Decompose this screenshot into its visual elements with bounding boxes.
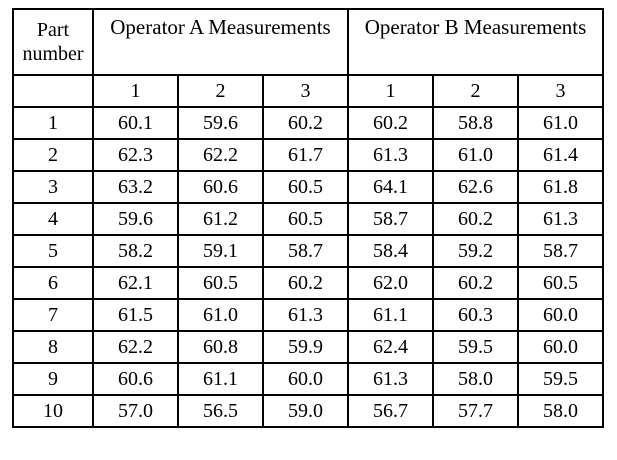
trial-header: 3 (263, 75, 348, 107)
measurement-cell: 60.0 (518, 299, 603, 331)
measurement-cell: 59.2 (433, 235, 518, 267)
measurement-cell: 62.4 (348, 331, 433, 363)
table-row (13, 171, 603, 203)
measurement-cell: 61.1 (348, 299, 433, 331)
measurement-cell: 58.0 (518, 395, 603, 427)
header-row (13, 9, 603, 75)
trial-header-row (13, 75, 603, 107)
measurement-cell: 62.1 (93, 267, 178, 299)
part-header-line2: number (22, 43, 84, 65)
measurement-cell: 61.0 (433, 139, 518, 171)
measurement-cell: 56.7 (348, 395, 433, 427)
measurement-cell: 60.5 (263, 171, 348, 203)
measurement-cell: 60.2 (433, 203, 518, 235)
measurement-cell: 62.0 (348, 267, 433, 299)
measurement-cell: 61.8 (518, 171, 603, 203)
measurement-cell: 58.8 (433, 107, 518, 139)
trial-header: 1 (93, 75, 178, 107)
measurement-cell: 63.2 (93, 171, 178, 203)
table-row (13, 395, 603, 427)
measurement-cell: 58.4 (348, 235, 433, 267)
measurement-cell: 59.0 (263, 395, 348, 427)
measurement-cell: 61.7 (263, 139, 348, 171)
measurement-cell: 61.4 (518, 139, 603, 171)
measurement-cell: 58.7 (348, 203, 433, 235)
measurement-cell: 60.2 (348, 107, 433, 139)
measurement-cell: 60.6 (178, 171, 263, 203)
measurement-cell: 60.0 (518, 331, 603, 363)
part-number-cell: 5 (13, 235, 93, 267)
part-number-cell: 8 (13, 331, 93, 363)
measurement-cell: 60.1 (93, 107, 178, 139)
measurement-cell: 62.6 (433, 171, 518, 203)
measurement-cell: 61.3 (348, 363, 433, 395)
measurement-cell: 61.1 (178, 363, 263, 395)
measurement-table (12, 8, 604, 428)
part-number-cell: 3 (13, 171, 93, 203)
table-row (13, 267, 603, 299)
measurement-cell: 61.5 (93, 299, 178, 331)
table-row (13, 331, 603, 363)
part-number-header (13, 9, 93, 75)
measurement-cell: 61.3 (348, 139, 433, 171)
measurement-cell: 57.0 (93, 395, 178, 427)
measurement-cell: 60.6 (93, 363, 178, 395)
table-row (13, 107, 603, 139)
table-row (13, 299, 603, 331)
measurement-cell: 61.3 (263, 299, 348, 331)
measurement-cell: 62.3 (93, 139, 178, 171)
measurement-cell: 56.5 (178, 395, 263, 427)
operator-b-header: Operator B Measurements (348, 9, 603, 75)
measurement-cell: 59.1 (178, 235, 263, 267)
measurement-cell: 61.0 (518, 107, 603, 139)
table-row (13, 203, 603, 235)
measurement-cell: 58.2 (93, 235, 178, 267)
measurement-cell: 59.9 (263, 331, 348, 363)
table-row (13, 139, 603, 171)
part-number-cell: 10 (13, 395, 93, 427)
measurement-cell: 60.8 (178, 331, 263, 363)
measurement-cell: 58.7 (263, 235, 348, 267)
part-header-line1: Part (36, 19, 70, 41)
measurement-cell: 59.5 (433, 331, 518, 363)
measurement-cell: 60.2 (263, 267, 348, 299)
measurement-cell: 59.6 (178, 107, 263, 139)
measurement-cell: 60.0 (263, 363, 348, 395)
part-number-cell: 4 (13, 203, 93, 235)
measurement-cell: 61.2 (178, 203, 263, 235)
measurement-cell: 61.3 (518, 203, 603, 235)
table-row (13, 235, 603, 267)
measurement-cell: 57.7 (433, 395, 518, 427)
measurement-cell: 58.0 (433, 363, 518, 395)
measurement-cell: 58.7 (518, 235, 603, 267)
measurement-cell: 62.2 (93, 331, 178, 363)
measurement-cell: 60.2 (433, 267, 518, 299)
measurement-cell: 60.5 (263, 203, 348, 235)
part-number-cell: 2 (13, 139, 93, 171)
measurement-cell: 64.1 (348, 171, 433, 203)
trial-header: 3 (518, 75, 603, 107)
table-row (13, 363, 603, 395)
part-number-cell: 1 (13, 107, 93, 139)
measurement-cell: 60.5 (518, 267, 603, 299)
measurement-cell: 60.3 (433, 299, 518, 331)
trial-header: 2 (433, 75, 518, 107)
operator-a-header: Operator A Measurements (93, 9, 348, 75)
measurement-cell: 60.5 (178, 267, 263, 299)
measurement-cell: 60.2 (263, 107, 348, 139)
part-number-cell: 6 (13, 267, 93, 299)
measurement-cell: 59.5 (518, 363, 603, 395)
measurement-cell: 61.0 (178, 299, 263, 331)
trial-header-blank (13, 75, 93, 107)
part-number-cell: 9 (13, 363, 93, 395)
measurement-cell: 59.6 (93, 203, 178, 235)
trial-header: 2 (178, 75, 263, 107)
measurement-cell: 62.2 (178, 139, 263, 171)
trial-header: 1 (348, 75, 433, 107)
part-number-cell: 7 (13, 299, 93, 331)
